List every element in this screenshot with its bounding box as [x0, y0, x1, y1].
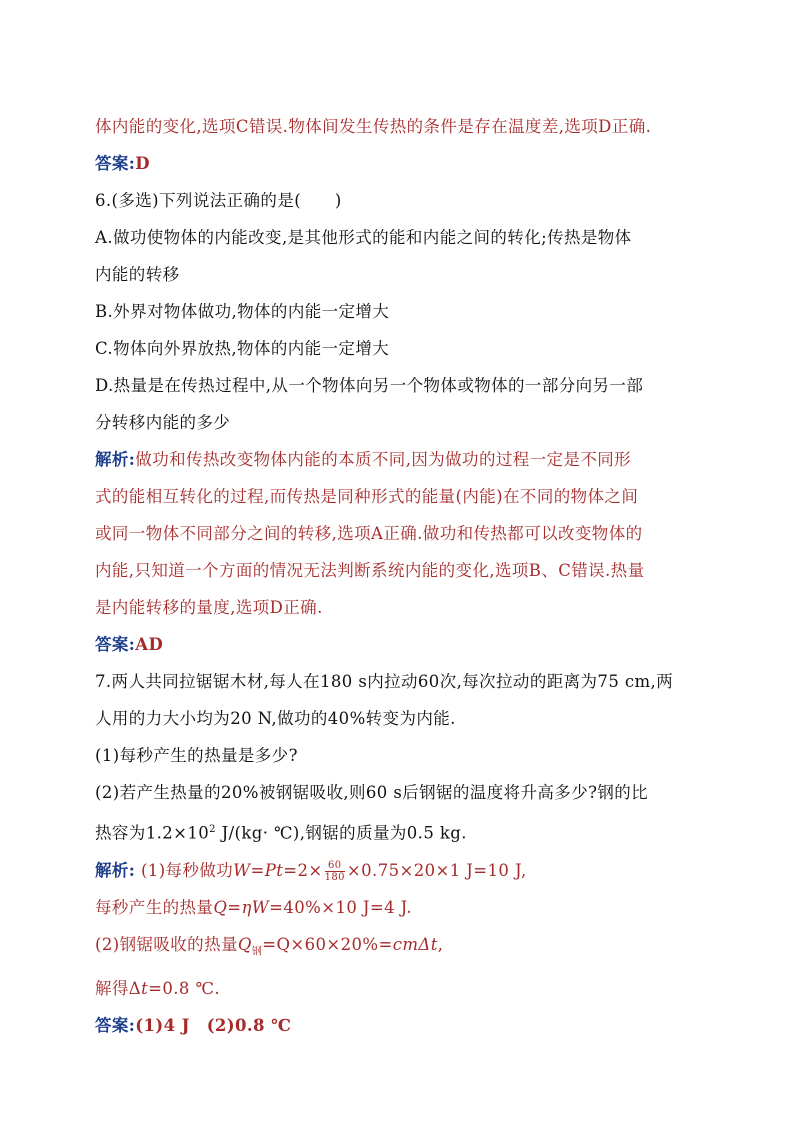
variable: t — [141, 978, 149, 998]
fraction — [325, 860, 345, 883]
question-6-option-a-cont: 内能的转移 — [95, 265, 180, 284]
text: (1)每秒做功 — [140, 860, 234, 880]
answer-label: 答案: — [95, 1015, 136, 1035]
explanation-label: 解析: — [95, 450, 136, 469]
explanation-6-line-4: 内能,只知道一个方面的情况无法判断系统内能的变化,选项B、C错误.热量 — [95, 561, 645, 580]
answer-5 — [95, 145, 705, 182]
text: J/(kg· ℃),钢锯的质量为0.5 kg. — [215, 823, 467, 843]
answer-label: 答案: — [95, 154, 136, 173]
explanation-continuation: 体内能的变化,选项C错误.物体间发生传热的条件是存在温度差,选项D正确. — [95, 117, 652, 136]
explanation-6-line-5: 是内能转移的量度,选项D正确. — [95, 598, 323, 617]
explanation-7-line-1 — [95, 852, 705, 889]
equation: Q=ηW — [213, 897, 270, 917]
question-7-stem-1: 7.两人共同拉锯锯木材,每人在180 s内拉动60次,每次拉动的距离为75 cm,两 — [95, 672, 674, 691]
question-7-sub-1: (1)每秒产生的热量是多少? — [95, 746, 298, 765]
text: 每秒产生的热量 — [95, 897, 214, 917]
question-6-option-c: C.物体向外界放热,物体的内能一定增大 — [95, 339, 390, 358]
explanation-6-line-2: 式的能相互转化的过程,而传热是同种形式的能量(内能)在不同的物体之间 — [95, 487, 639, 506]
equation: W=Pt — [233, 860, 284, 880]
answer-value: AD — [135, 635, 164, 654]
answer-value: D — [135, 154, 151, 173]
text: ×0.75×20×1 J=10 J, — [346, 860, 527, 880]
variable: Q — [237, 934, 252, 954]
answer-6 — [95, 626, 705, 663]
text: =2× — [283, 860, 323, 880]
text: , — [437, 934, 444, 954]
question-6-option-d-cont: 分转移内能的多少 — [95, 413, 231, 432]
explanation-label: 解析: — [95, 860, 136, 880]
answer-label: 答案: — [95, 635, 136, 654]
explanation-text: 做功和传热改变物体内能的本质不同,因为做功的过程一定是不同形 — [135, 450, 632, 469]
question-7-stem-2: 人用的力大小均为20 N,做功的40%转变为内能. — [95, 709, 456, 728]
text: 热容为1.2×10 — [95, 823, 210, 843]
answer-value: (1)4 J (2)0.8 ℃ — [135, 1015, 292, 1035]
question-6-option-d: D.热量是在传热过程中,从一个物体向另一个物体或物体的一部分向另一部 — [95, 376, 644, 395]
question-6-option-a: A.做功使物体的内能改变,是其他形式的能和内能之间的转化;传热是物体 — [95, 228, 632, 247]
question-7-sub-2: (2)若产生热量的20%被钢锯吸收,则60 s后钢锯的温度将升高多少?钢的比 — [95, 783, 649, 802]
equation: cmΔt — [392, 934, 438, 954]
explanation-7-line-3 — [95, 926, 705, 970]
text: =40%×10 J=4 J. — [269, 897, 413, 917]
question-6-option-b: B.外界对物体做功,物体的内能一定增大 — [95, 302, 390, 321]
text: (2)钢锯吸收的热量 — [95, 934, 238, 954]
question-6-stem: 6.(多选)下列说法正确的是( ) — [95, 191, 342, 210]
text: =0.8 ℃. — [148, 978, 220, 998]
subscript: 钢 — [251, 945, 263, 957]
explanation-7-line-2 — [95, 889, 705, 926]
question-7-sub-2-cont — [95, 811, 705, 852]
text: =Q×60×20%= — [262, 934, 393, 954]
text: 解得Δ — [95, 978, 142, 998]
superscript: 2 — [209, 824, 216, 835]
answer-7 — [95, 1007, 705, 1044]
fraction-denominator: 180 — [324, 871, 345, 883]
fraction-numerator: 60 — [325, 860, 345, 872]
explanation-6-line-1 — [95, 441, 705, 478]
document-page — [95, 108, 705, 1044]
explanation-6-line-3: 或同一物体不同部分之间的转移,选项A正确.做功和传热都可以改变物体的 — [95, 524, 643, 543]
explanation-7-line-4 — [95, 970, 705, 1007]
